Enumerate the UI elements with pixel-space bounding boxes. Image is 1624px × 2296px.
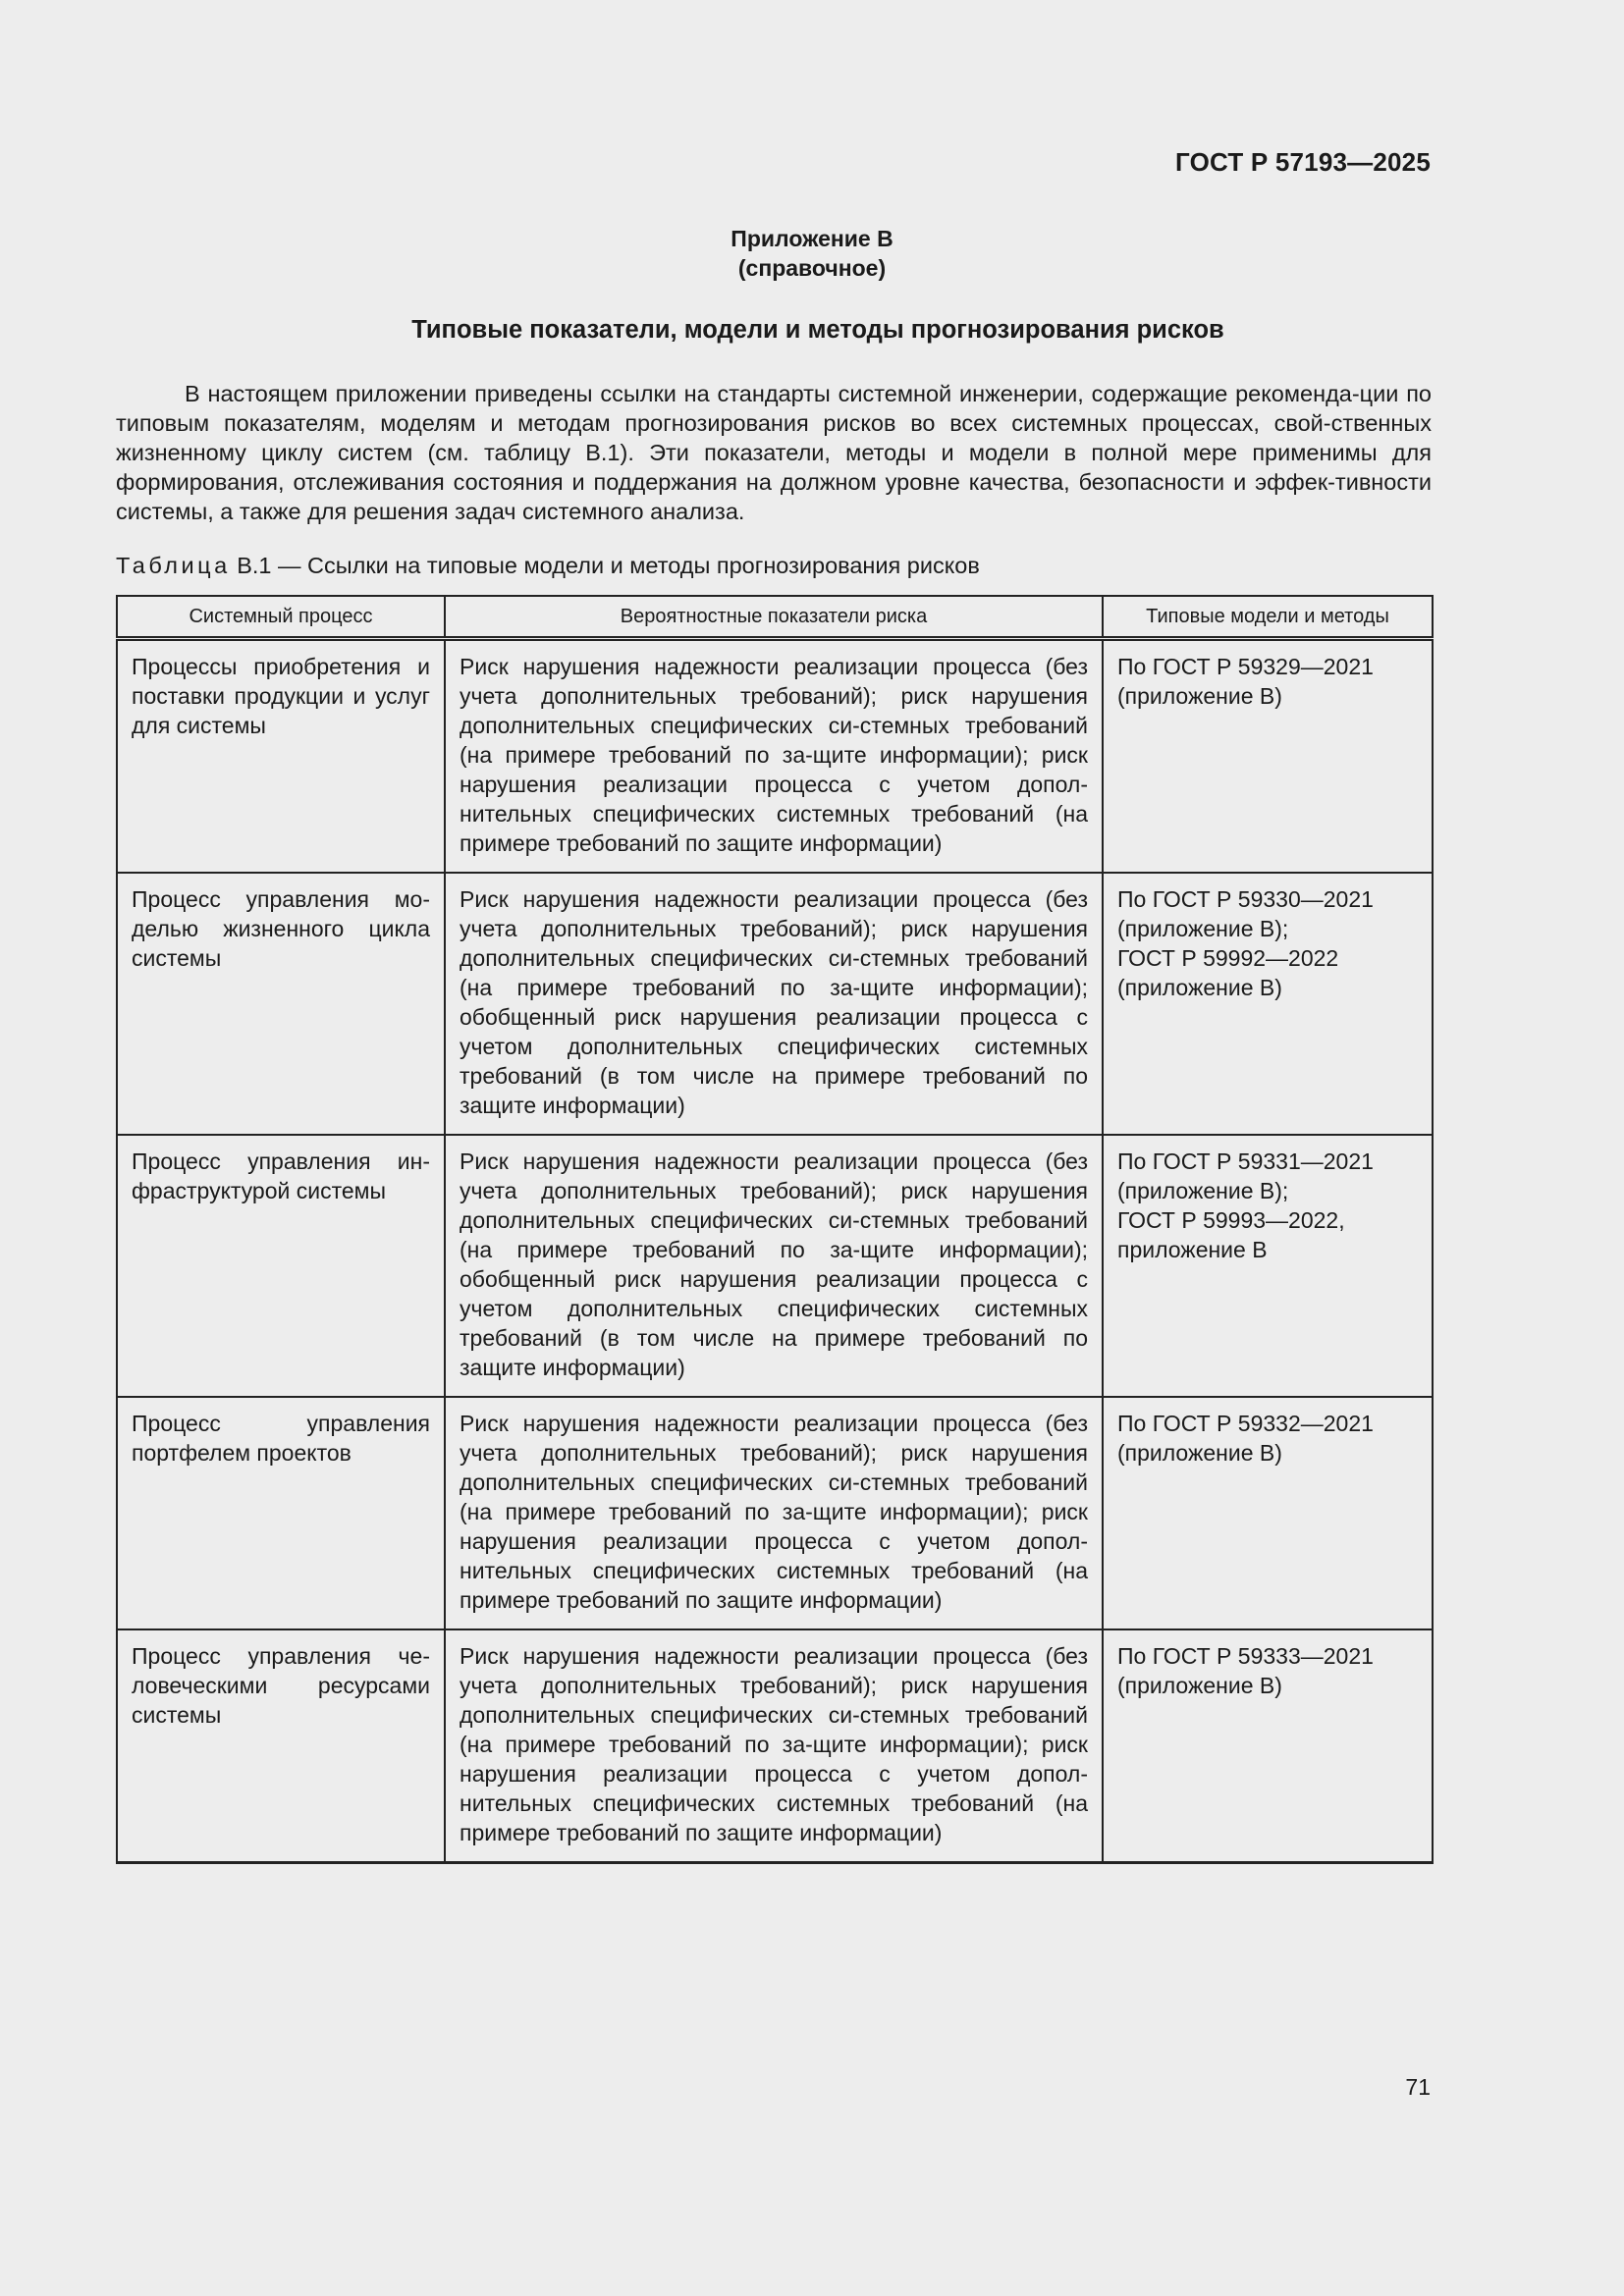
methods-cell <box>1103 1135 1433 1397</box>
indicators-cell: Риск нарушения надежности реализации процесса (без учета дополнительных требований); риск нарушения дополнительных специфических си-стемных требований (на примере требований по за-щите информации); риск нарушения реализации процесса с учетом допол-нительных специфических системных требований (на примере требований по защите информации) <box>445 639 1103 874</box>
methods-line: (приложение В) <box>1117 1673 1282 1698</box>
column-header-process: Системный процесс <box>117 596 445 639</box>
table-caption-word: Таблица <box>116 553 231 578</box>
methods-cell <box>1103 1629 1433 1863</box>
table-caption <box>116 553 980 579</box>
methods-line: По ГОСТ Р 59332—2021 <box>1117 1411 1374 1436</box>
table-row <box>117 1629 1433 1863</box>
indicators-cell: Риск нарушения надежности реализации процесса (без учета дополнительных требований); риск нарушения дополнительных специфических си-стемных требований (на примере требований по за-щите информации); обобщенный риск нарушения реализации процесса с учетом дополнительных специфических системных требований (в том числе на примере требований по защите информации) <box>445 1135 1103 1397</box>
table-caption-text: В.1 — Ссылки на типовые модели и методы прогнозирования рисков <box>237 553 980 578</box>
indicators-cell: Риск нарушения надежности реализации процесса (без учета дополнительных требований); риск нарушения дополнительных специфических си-стемных требований (на примере требований по за-щите информации); риск нарушения реализации процесса с учетом допол-нительных специфических системных требований (на примере требований по защите информации) <box>445 1629 1103 1863</box>
appendix-heading <box>0 224 1624 283</box>
process-cell: Процесс управления мо-делью жизненного цикла системы <box>117 873 445 1135</box>
table-row <box>117 1397 1433 1629</box>
indicators-cell: Риск нарушения надежности реализации процесса (без учета дополнительных требований); риск нарушения дополнительных специфических си-стемных требований (на примере требований по за-щите информации); обобщенный риск нарушения реализации процесса с учетом дополнительных специфических системных требований (в том числе на примере требований по защите информации) <box>445 873 1103 1135</box>
page-number: 71 <box>1405 2074 1431 2100</box>
methods-cell <box>1103 873 1433 1135</box>
process-cell: Процессы приобретения и поставки продукции и услуг для системы <box>117 639 445 874</box>
table-row <box>117 1135 1433 1397</box>
table-row <box>117 639 1433 874</box>
indicators-cell: Риск нарушения надежности реализации процесса (без учета дополнительных требований); риск нарушения дополнительных специфических си-стемных требований (на примере требований по за-щите информации); риск нарушения реализации процесса с учетом допол-нительных специфических системных требований (на примере требований по защите информации) <box>445 1397 1103 1629</box>
methods-line: приложение В <box>1117 1237 1268 1262</box>
methods-line: По ГОСТ Р 59333—2021 <box>1117 1643 1374 1669</box>
methods-line: По ГОСТ Р 59331—2021 <box>1117 1148 1374 1174</box>
references-table <box>116 595 1434 1864</box>
process-cell: Процесс управления ин-фраструктурой системы <box>117 1135 445 1397</box>
column-header-indicators: Вероятностные показатели риска <box>445 596 1103 639</box>
methods-line: По ГОСТ Р 59330—2021 <box>1117 886 1374 912</box>
column-header-methods: Типовые модели и методы <box>1103 596 1433 639</box>
methods-line: (приложение В) <box>1117 975 1282 1000</box>
methods-line: ГОСТ Р 59993—2022, <box>1117 1207 1345 1233</box>
methods-line: (приложение В) <box>1117 1440 1282 1466</box>
intro-paragraph: В настоящем приложении приведены ссылки на стандарты системной инженерии, содержащие рекоменда-ции по типовым показателям, моделям и методам прогнозирования рисков во всех системных процессах, свой-ственных жизненному циклу систем (см. таблицу В.1). Эти показатели, методы и модели в полной мере применимы для формирования, отслеживания состояния и поддержания на должном уровне качества, безопасности и эффек-тивности системы, а также для решения задач системного анализа. <box>116 381 1432 524</box>
document-code: ГОСТ Р 57193—2025 <box>1175 147 1431 177</box>
methods-line: По ГОСТ Р 59329—2021 <box>1117 654 1374 679</box>
appendix-subtitle: (справочное) <box>737 255 887 281</box>
table-row <box>117 873 1433 1135</box>
methods-line: (приложение В) <box>1117 683 1282 709</box>
process-cell: Процесс управления портфелем проектов <box>117 1397 445 1629</box>
table-header-row <box>117 596 1433 639</box>
methods-cell <box>1103 639 1433 874</box>
methods-line: (приложение В); <box>1117 1178 1289 1203</box>
methods-cell <box>1103 1397 1433 1629</box>
methods-line: ГОСТ Р 59992—2022 <box>1117 945 1339 971</box>
process-cell: Процесс управления че-ловеческими ресурсами системы <box>117 1629 445 1863</box>
appendix-title: Приложение В <box>731 226 893 251</box>
methods-line: (приложение В); <box>1117 916 1289 941</box>
section-title: Типовые показатели, модели и методы прогнозирования рисков <box>411 316 1224 344</box>
